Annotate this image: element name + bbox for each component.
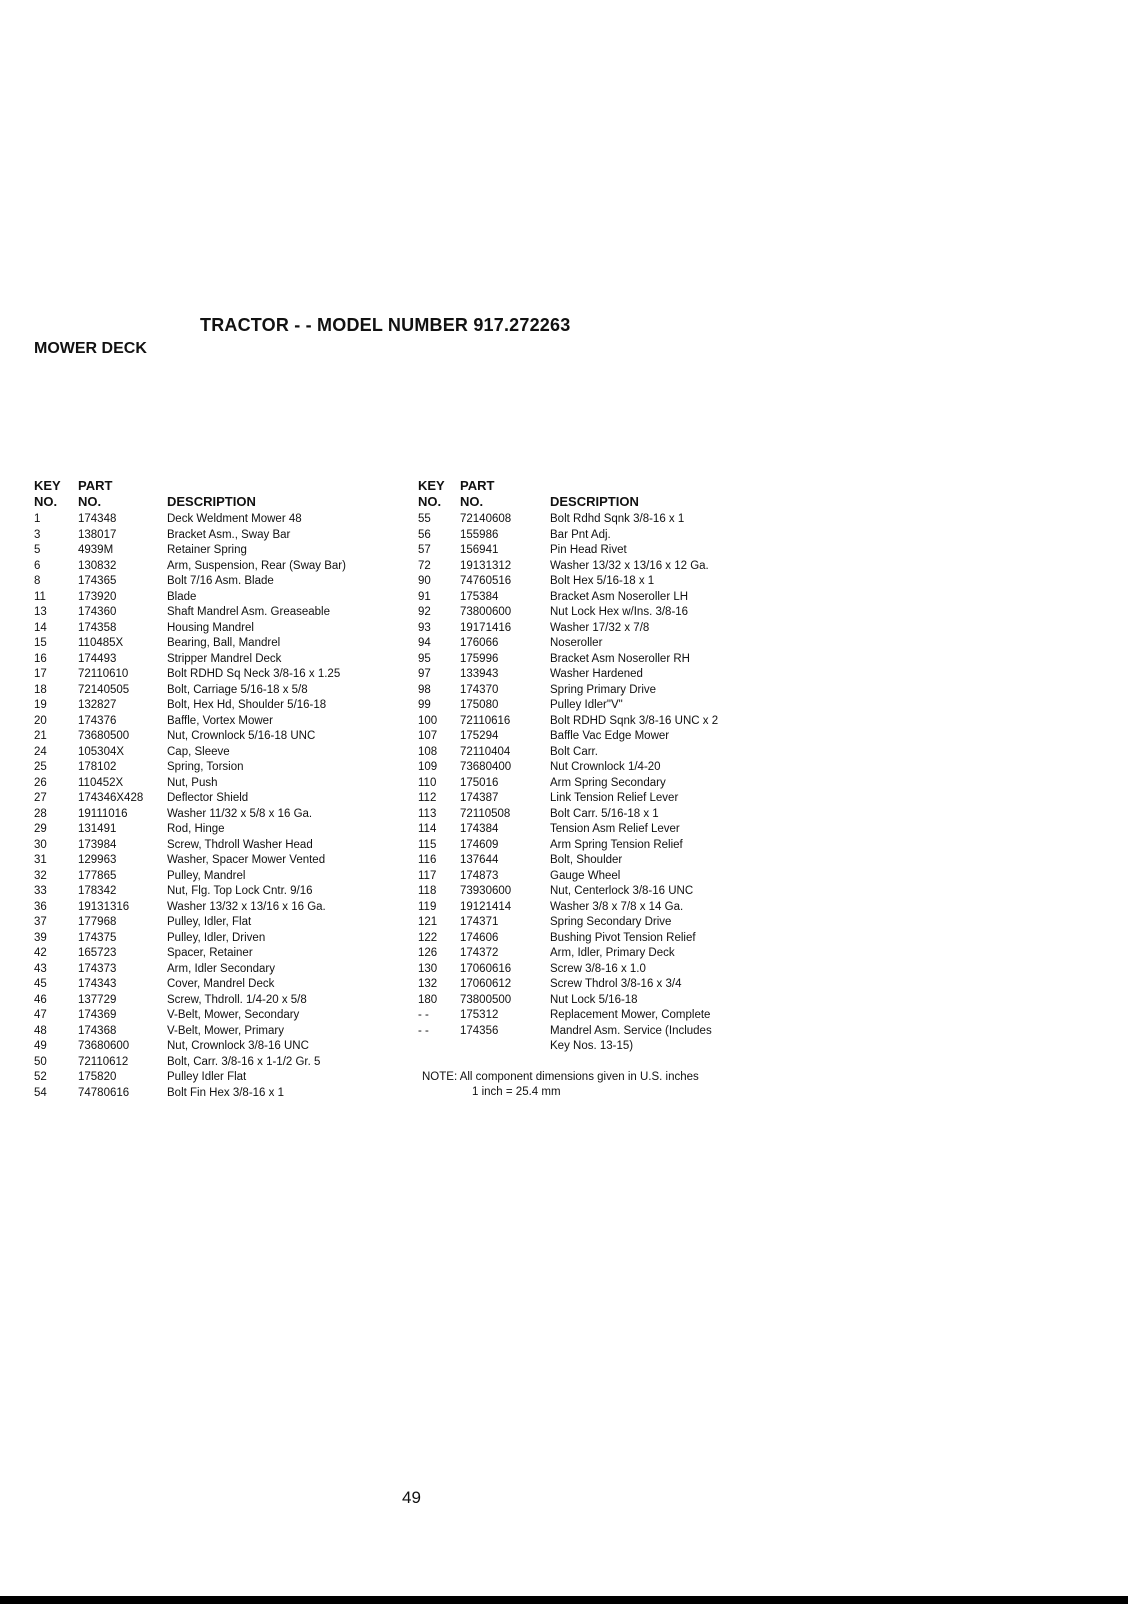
key-number: 52	[34, 1071, 47, 1083]
part-description: Bolt RDHD Sq Neck 3/8-16 x 1.25	[167, 668, 341, 680]
key-number: 118	[418, 885, 437, 897]
part-description: Bolt Fin Hex 3/8-16 x 1	[167, 1086, 284, 1099]
key-number: 100	[418, 714, 438, 727]
part-number: 19111016	[78, 807, 128, 820]
part-number: 73680500	[78, 730, 130, 742]
key-number: 130	[418, 962, 438, 975]
part-number: 110452X	[78, 776, 124, 789]
part-description: Nut, Push	[167, 776, 218, 789]
part-description: Arm, Suspension, Rear (Sway Bar)	[167, 559, 346, 572]
part-number: 19171416	[460, 621, 512, 634]
part-number: 17060612	[460, 978, 512, 990]
part-description: Screw Thdrol 3/8-16 x 3/4	[550, 978, 682, 990]
part-description: Nut, Centerlock 3/8-16 UNC	[550, 885, 694, 897]
part-description: Washer 11/32 x 5/8 x 16 Ga.	[167, 807, 313, 820]
key-number: 112	[418, 792, 437, 804]
part-number: 4939M	[78, 544, 114, 556]
part-description: Bolt, Carriage 5/16-18 x 5/8	[167, 683, 308, 696]
part-description: Arm, Idler, Primary Deck	[550, 947, 675, 959]
part-number: 174360	[78, 606, 117, 618]
part-number: 155986	[460, 528, 499, 541]
note-line-1: NOTE: All component dimensions given in U.S. inches	[422, 1071, 699, 1083]
key-number: 25	[34, 761, 47, 773]
part-number: 174493	[78, 652, 117, 665]
key-number: - -	[418, 1024, 429, 1037]
key-number: 116	[418, 854, 437, 866]
key-number: 46	[34, 993, 47, 1006]
key-number: 132	[418, 978, 438, 990]
header-description: DESCRIPTION	[550, 494, 639, 509]
part-number: 131491	[78, 823, 117, 835]
part-number: 72110610	[78, 668, 129, 680]
page-number: 49	[402, 1488, 421, 1507]
part-description: Spring Primary Drive	[550, 683, 657, 696]
header-part-top: PART	[78, 478, 113, 493]
part-number: 174376	[78, 714, 117, 727]
part-description: Pulley, Idler, Flat	[167, 916, 252, 928]
key-number: 180	[418, 993, 438, 1006]
section-heading: MOWER DECK	[34, 340, 147, 357]
part-number: 174387	[460, 792, 499, 804]
key-number: 72	[418, 559, 431, 572]
key-number: 3	[34, 528, 41, 541]
key-number: 13	[34, 606, 47, 618]
part-description: Screw 3/8-16 x 1.0	[550, 962, 646, 975]
key-number: 47	[34, 1009, 47, 1021]
part-description: Rod, Hinge	[167, 823, 225, 835]
key-number: 33	[34, 885, 47, 897]
part-description: Nut Lock Hex w/Ins. 3/8-16	[550, 606, 689, 618]
part-number: 19131316	[78, 900, 130, 913]
page-title: TRACTOR - - MODEL NUMBER 917.272263	[200, 315, 571, 335]
note-line-2: 1 inch = 25.4 mm	[472, 1086, 561, 1098]
key-number: 26	[34, 776, 47, 789]
part-description: Bolt 7/16 Asm. Blade	[167, 575, 274, 587]
key-number: 42	[34, 947, 47, 959]
key-number: 31	[34, 854, 47, 866]
part-number: 73680600	[78, 1040, 130, 1052]
key-number: 122	[418, 931, 438, 944]
part-description: Deflector Shield	[167, 792, 249, 804]
part-number: 175312	[460, 1009, 499, 1021]
key-number: 29	[34, 823, 47, 835]
part-number: 174609	[460, 838, 499, 851]
part-description: Baffle Vac Edge Mower	[550, 730, 670, 742]
part-number: 174346X428	[78, 792, 144, 804]
part-description: Bolt Hex 5/16-18 x 1	[550, 575, 655, 587]
part-number: 137729	[78, 993, 117, 1006]
part-description: Nut, Crownlock 5/16-18 UNC	[167, 730, 316, 742]
header-key-top: KEY	[34, 478, 61, 493]
key-number: 16	[34, 652, 47, 665]
part-number: 174365	[78, 575, 117, 587]
part-number: 165723	[78, 947, 117, 959]
part-description: Washer 13/32 x 13/16 x 16 Ga.	[167, 900, 326, 913]
key-number: 30	[34, 838, 47, 851]
key-number: 14	[34, 621, 47, 634]
key-number: 49	[34, 1040, 47, 1052]
part-number: 19131312	[460, 559, 512, 572]
header-part-top: PART	[460, 478, 495, 493]
part-description: Arm Spring Secondary	[550, 776, 666, 789]
part-number: 174375	[78, 931, 117, 944]
part-number: 174373	[78, 962, 117, 975]
part-description: V-Belt, Mower, Primary	[167, 1024, 284, 1037]
part-description: Washer 17/32 x 7/8	[550, 621, 650, 634]
part-number: 137644	[460, 854, 499, 866]
key-number: 48	[34, 1024, 47, 1037]
header-key-bottom: NO.	[34, 494, 58, 509]
header-key-bottom: NO.	[418, 494, 442, 509]
key-number: 20	[34, 714, 47, 727]
key-number: 55	[418, 513, 431, 525]
key-number: 91	[418, 590, 431, 603]
part-description: Pulley Idler"V"	[550, 699, 623, 711]
key-number: 27	[34, 792, 47, 804]
part-number: 17060616	[460, 962, 512, 975]
key-number: 8	[34, 575, 41, 587]
key-number: 6	[34, 559, 41, 572]
header-description: DESCRIPTION	[167, 494, 256, 509]
key-number: 50	[34, 1055, 47, 1068]
part-description: Bearing, Ball, Mandrel	[167, 637, 281, 649]
key-number: 43	[34, 962, 47, 975]
part-description: Deck Weldment Mower 48	[167, 513, 302, 525]
part-description: Washer 3/8 x 7/8 x 14 Ga.	[550, 900, 684, 913]
key-number: 95	[418, 652, 431, 665]
part-number: 19121414	[460, 900, 512, 913]
part-description: Bolt RDHD Sqnk 3/8-16 UNC x 2	[550, 714, 719, 727]
part-number: 73800600	[460, 606, 512, 618]
part-number: 74760516	[460, 575, 512, 587]
key-number: 93	[418, 621, 431, 634]
part-number: 138017	[78, 528, 117, 541]
part-description: Cover, Mandrel Deck	[167, 978, 275, 990]
key-number: 17	[34, 668, 47, 680]
key-number: 113	[418, 807, 437, 820]
part-number: 177968	[78, 916, 117, 928]
key-number: 15	[34, 637, 47, 649]
part-description: Bolt Carr. 5/16-18 x 1	[550, 807, 659, 820]
key-number: - -	[418, 1009, 429, 1021]
key-number: 19	[34, 699, 47, 711]
part-description: Pulley, Idler, Driven	[167, 931, 266, 944]
dimension-note	[422, 1070, 699, 1100]
part-number: 72110404	[460, 745, 511, 758]
key-number: 57	[418, 544, 431, 556]
part-number: 174606	[460, 931, 499, 944]
key-number: 18	[34, 683, 47, 696]
key-number: 32	[34, 869, 47, 882]
part-number: 72110508	[460, 807, 511, 820]
part-description: Key Nos. 13-15)	[550, 1040, 634, 1052]
part-description: Nut, Crownlock 3/8-16 UNC	[167, 1040, 309, 1052]
key-number: 126	[418, 947, 438, 959]
key-number: 90	[418, 575, 431, 587]
part-description: Housing Mandrel	[167, 621, 254, 634]
part-number: 73680400	[460, 761, 512, 773]
key-number: 24	[34, 745, 47, 758]
part-description: Pin Head Rivet	[550, 544, 627, 556]
part-description: Bar Pnt Adj.	[550, 528, 611, 541]
key-number: 109	[418, 761, 438, 773]
part-description: Link Tension Relief Lever	[550, 792, 679, 804]
key-number: 56	[418, 528, 431, 541]
part-description: Bracket Asm., Sway Bar	[167, 528, 291, 541]
part-description: Screw, Thdroll. 1/4-20 x 5/8	[167, 993, 307, 1006]
part-number: 174370	[460, 683, 499, 696]
key-number: 36	[34, 900, 47, 913]
part-number: 174873	[460, 869, 499, 882]
part-number: 176066	[460, 637, 499, 649]
part-number: 174384	[460, 823, 499, 835]
part-description: Noseroller	[550, 637, 603, 649]
part-number: 74780616	[78, 1086, 130, 1099]
part-description: Washer Hardened	[550, 668, 643, 680]
part-number: 178342	[78, 885, 117, 897]
part-number: 175294	[460, 730, 499, 742]
key-number: 99	[418, 699, 431, 711]
part-number: 174356	[460, 1024, 499, 1037]
part-description: Nut Crownlock 1/4-20	[550, 761, 661, 773]
scan-border	[0, 1596, 1128, 1604]
part-number: 173920	[78, 590, 117, 603]
key-number: 11	[34, 590, 46, 603]
part-number: 175820	[78, 1071, 117, 1083]
key-number: 54	[34, 1086, 47, 1099]
part-number: 129963	[78, 854, 117, 866]
part-description: Cap, Sleeve	[167, 745, 230, 758]
part-number: 130832	[78, 559, 117, 572]
part-number: 174369	[78, 1009, 117, 1021]
part-number: 173984	[78, 838, 117, 851]
key-number: 1	[34, 513, 41, 525]
part-number: 72140505	[78, 683, 130, 696]
part-description: Mandrel Asm. Service (Includes	[550, 1024, 712, 1037]
part-number: 178102	[78, 761, 117, 773]
part-description: Bracket Asm Noseroller RH	[550, 652, 690, 665]
key-number: 114	[418, 823, 437, 835]
part-description: Spring, Torsion	[167, 761, 244, 773]
key-number: 21	[34, 730, 47, 742]
part-number: 175384	[460, 590, 499, 603]
key-number: 92	[418, 606, 431, 618]
part-number: 72110616	[460, 714, 511, 727]
key-number: 39	[34, 931, 47, 944]
part-description: Pulley Idler Flat	[167, 1071, 247, 1083]
part-description: Bolt, Carr. 3/8-16 x 1-1/2 Gr. 5	[167, 1055, 321, 1068]
part-number: 72140608	[460, 513, 512, 525]
key-number: 45	[34, 978, 47, 990]
part-description: V-Belt, Mower, Secondary	[167, 1009, 300, 1021]
part-description: Retainer Spring	[167, 544, 247, 556]
part-number: 174343	[78, 978, 117, 990]
part-number: 110485X	[78, 637, 124, 649]
part-description: Bolt, Hex Hd, Shoulder 5/16-18	[167, 699, 327, 711]
part-number: 175016	[460, 776, 499, 789]
part-description: Bolt Carr.	[550, 745, 598, 758]
part-description: Stripper Mandrel Deck	[167, 652, 282, 665]
header-part-bottom: NO.	[78, 494, 102, 509]
key-number: 98	[418, 683, 431, 696]
part-description: Spacer, Retainer	[167, 947, 253, 959]
part-number: 174372	[460, 947, 499, 959]
key-number: 94	[418, 637, 431, 649]
part-description: Blade	[167, 590, 197, 603]
part-description: Shaft Mandrel Asm. Greaseable	[167, 606, 330, 618]
key-number: 107	[418, 730, 438, 742]
part-number: 105304X	[78, 745, 125, 758]
part-number: 175996	[460, 652, 499, 665]
key-number: 97	[418, 668, 431, 680]
key-number: 117	[418, 869, 437, 882]
header-key-top: KEY	[418, 478, 445, 493]
part-number: 133943	[460, 668, 499, 680]
key-number: 5	[34, 544, 41, 556]
key-number: 37	[34, 916, 47, 928]
part-description: Bushing Pivot Tension Relief	[550, 931, 696, 944]
part-description: Screw, Thdroll Washer Head	[167, 838, 313, 851]
part-description: Arm Spring Tension Relief	[550, 838, 683, 851]
key-number: 121	[418, 916, 438, 928]
part-description: Replacement Mower, Complete	[550, 1009, 711, 1021]
part-description: Washer 13/32 x 13/16 x 12 Ga.	[550, 559, 709, 572]
key-number: 110	[418, 776, 437, 789]
key-number: 108	[418, 745, 438, 758]
key-number: 119	[418, 900, 437, 913]
part-description: Nut Lock 5/16-18	[550, 993, 638, 1006]
part-description: Bolt, Shoulder	[550, 854, 623, 866]
part-number: 177865	[78, 869, 117, 882]
part-description: Spring Secondary Drive	[550, 916, 672, 928]
part-number: 156941	[460, 544, 499, 556]
part-description: Washer, Spacer Mower Vented	[167, 854, 326, 866]
header-part-bottom: NO.	[460, 494, 484, 509]
part-number: 175080	[460, 699, 499, 711]
part-description: Pulley, Mandrel	[167, 869, 246, 882]
part-number: 174371	[460, 916, 499, 928]
part-number: 174358	[78, 621, 117, 634]
part-number: 72110612	[78, 1055, 129, 1068]
part-number: 132827	[78, 699, 117, 711]
key-number: 28	[34, 807, 47, 820]
part-description: Bracket Asm Noseroller LH	[550, 590, 689, 603]
part-description: Bolt Rdhd Sqnk 3/8-16 x 1	[550, 513, 685, 525]
part-number: 174348	[78, 513, 117, 525]
part-description: Nut, Flg. Top Lock Cntr. 9/16	[167, 885, 313, 897]
part-description: Tension Asm Relief Lever	[550, 823, 680, 835]
part-number: 73800500	[460, 993, 512, 1006]
part-description: Baffle, Vortex Mower	[167, 714, 273, 727]
part-description: Gauge Wheel	[550, 869, 621, 882]
part-number: 174368	[78, 1024, 117, 1037]
part-description: Arm, Idler Secondary	[167, 962, 276, 975]
part-number: 73930600	[460, 885, 512, 897]
key-number: 115	[418, 838, 437, 851]
